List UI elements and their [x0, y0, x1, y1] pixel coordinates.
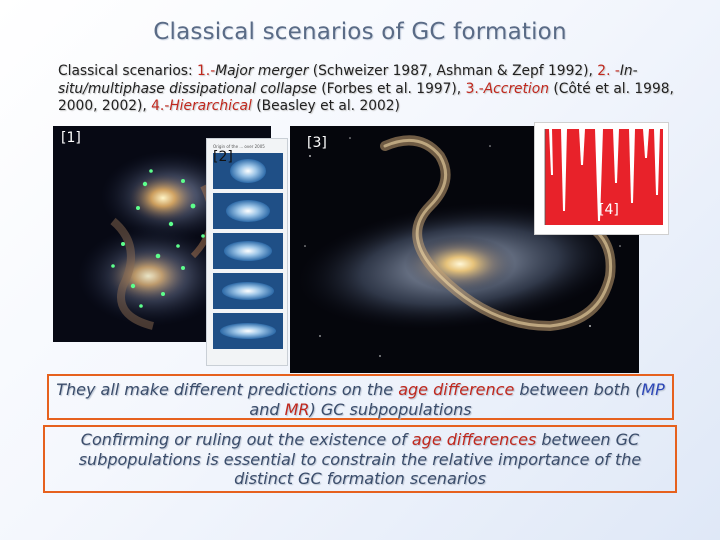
- panel-2-label: [2]: [213, 149, 233, 165]
- panel-2-header: Origin of the ... over 2005: [213, 144, 265, 149]
- predictions-text-4: ) GC subpopulations: [309, 400, 472, 419]
- intro-lead: Classical scenarios:: [58, 63, 198, 79]
- scenario-2-number: 2. -: [597, 63, 620, 79]
- predictions-box: [47, 374, 674, 420]
- conclusion-text-2: between GC subpopulations is essential to constrain the relative importance of the distinct GC formation scenarios: [78, 430, 642, 488]
- predictions-mr: MR: [284, 400, 310, 419]
- predictions-text-1: They all make different predictions on the: [56, 380, 399, 399]
- conclusion-age-differences: age differences: [411, 430, 537, 449]
- panel-3-label: [3]: [307, 135, 327, 151]
- predictions-mp: MP: [641, 380, 665, 399]
- slide-title: Classical scenarios of GC formation: [153, 19, 567, 45]
- scenario-1-citation: (Schweizer 1987, Ashman & Zepf 1992),: [308, 63, 598, 79]
- predictions-text-3: and: [249, 400, 285, 419]
- panel-1-label: [1]: [61, 130, 81, 146]
- predictions-age-difference: age difference: [398, 380, 515, 399]
- panel-4-label: [4]: [599, 202, 619, 218]
- collapse-sequence-image: [206, 138, 288, 366]
- scenario-3-number: 3.-: [465, 80, 484, 97]
- scenario-2-name: In-situ/multiphase dissipational collapse: [58, 63, 638, 97]
- scenario-3-name: Accretion: [483, 80, 549, 97]
- scenario-3-citation: (Côté et al. 1998, 2000, 2002),: [58, 80, 674, 114]
- conclusion-box: [43, 425, 677, 493]
- predictions-text-2: between both (: [514, 380, 642, 399]
- collapse-sequence-illustration: [207, 139, 287, 365]
- conclusion-text-1: Confirming or ruling out the existence of: [80, 430, 412, 449]
- scenario-4-name: Hierarchical: [169, 98, 252, 114]
- scenario-1-name: Major merger: [215, 63, 309, 79]
- hierarchical-plot-image: [534, 122, 669, 235]
- scenario-4-citation: (Beasley et al. 2002): [251, 98, 400, 114]
- scenario-2-citation: (Forbes et al. 1997),: [316, 80, 466, 97]
- scenario-1-number: 1.-: [197, 63, 216, 79]
- scenario-4-number: 4.-: [151, 98, 170, 114]
- scenarios-intro: [58, 63, 708, 116]
